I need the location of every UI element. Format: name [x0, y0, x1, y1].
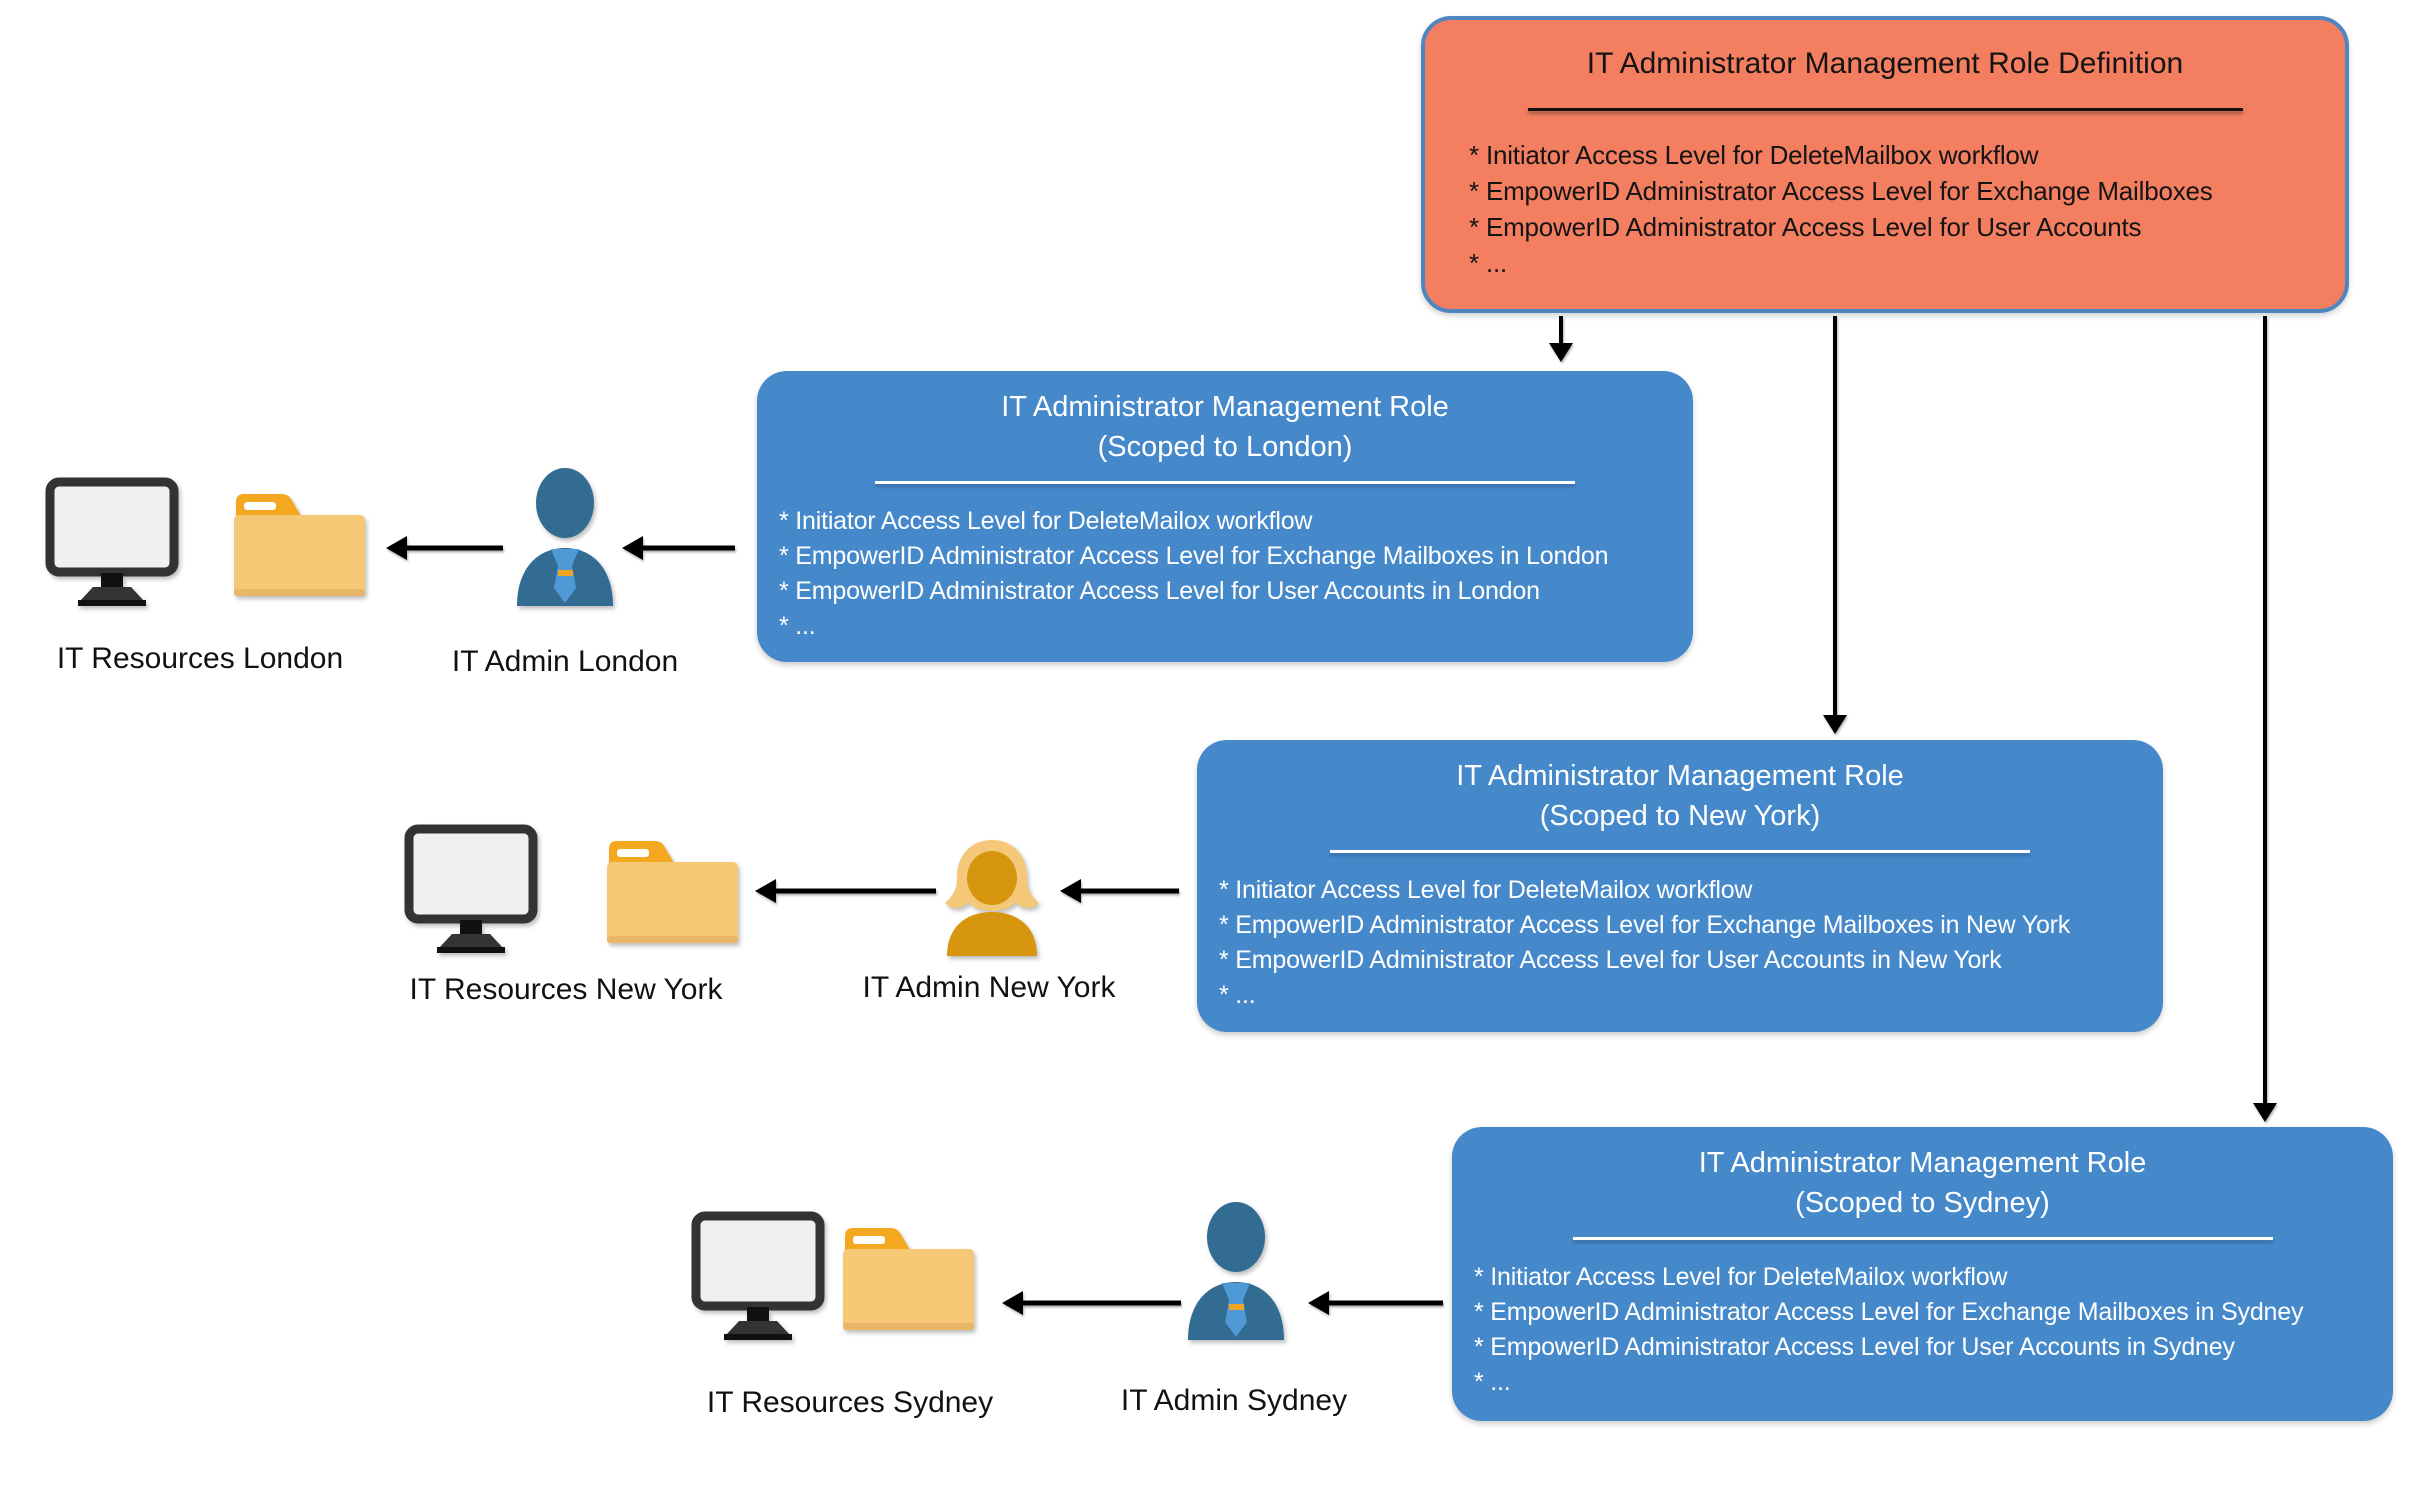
role-box-sydney	[1452, 1127, 2393, 1421]
arrow-admin-to-resources-london	[386, 536, 503, 560]
monitor-icon	[403, 824, 539, 954]
role-definition-box	[1421, 16, 2349, 313]
bullet-item: * Initiator Access Level for DeleteMailbox workflow	[1469, 140, 2039, 170]
role-box-title	[1452, 1143, 2393, 1223]
male-admin-icon	[515, 466, 615, 606]
role-box-title	[1197, 756, 2163, 836]
divider-line	[1528, 108, 2243, 111]
bullet-item: * ...	[1219, 981, 1256, 1009]
role-box-title-line1: IT Administrator Management Role	[1698, 1147, 2147, 1179]
admin-label-new-york: IT Admin New York	[862, 971, 1116, 1004]
divider-line	[875, 481, 1575, 484]
bullet-item: * EmpowerID Administrator Access Level for User Accounts in Sydney	[1474, 1333, 2235, 1361]
arrow-rolebox-to-admin-london	[622, 536, 735, 560]
bullet-item: * EmpowerID Administrator Access Level for Exchange Mailboxes in Sydney	[1474, 1298, 2304, 1326]
bullet-item: * ...	[1469, 248, 1508, 278]
bullet-item: * EmpowerID Administrator Access Level for User Accounts in New York	[1219, 946, 2002, 974]
divider-line	[1330, 850, 2030, 853]
monitor-icon	[44, 477, 180, 607]
arrow-definition-to-london	[1549, 316, 1573, 362]
male-admin-icon	[1186, 1200, 1286, 1340]
arrow-definition-to-sydney	[2253, 316, 2277, 1122]
role-box-title-line1: IT Administrator Management Role	[1456, 760, 1904, 792]
bullet-item: * EmpowerID Administrator Access Level for User Accounts in London	[779, 577, 1540, 605]
resources-label-london: IT Resources London	[56, 642, 344, 675]
arrow-rolebox-to-admin-new-york	[1060, 879, 1179, 903]
role-definition-bullets	[1425, 137, 2345, 281]
bullet-item: * EmpowerID Administrator Access Level for Exchange Mailboxes in London	[779, 542, 1609, 570]
role-box-title-line2: (Scoped to Sydney)	[1795, 1187, 2050, 1219]
bullet-item: * EmpowerID Administrator Access Level for Exchange Mailboxes	[1469, 176, 2213, 206]
bullet-item: * ...	[1474, 1368, 1511, 1396]
resources-label-sydney: IT Resources Sydney	[706, 1386, 994, 1419]
female-admin-icon	[938, 836, 1045, 956]
role-box-title	[757, 387, 1693, 467]
arrow-rolebox-to-admin-sydney	[1308, 1291, 1443, 1315]
bullet-item: * Initiator Access Level for DeleteMailox workflow	[1219, 876, 1753, 904]
role-box-bullets	[1197, 873, 2163, 1013]
folder-icon	[837, 1223, 978, 1334]
bullet-item: * EmpowerID Administrator Access Level for Exchange Mailboxes in New York	[1219, 911, 2071, 939]
role-box-title-line2: (Scoped to London)	[1097, 431, 1353, 463]
arrow-admin-to-resources-sydney	[1002, 1291, 1181, 1315]
role-definition-title: IT Administrator Management Role Definition	[1586, 47, 2184, 80]
admin-label-london: IT Admin London	[451, 645, 679, 678]
resources-label-new-york: IT Resources New York	[409, 973, 723, 1006]
role-box-new-york	[1197, 740, 2163, 1032]
role-box-london	[757, 371, 1693, 662]
bullet-item: * Initiator Access Level for DeleteMailox workflow	[779, 507, 1313, 535]
role-box-bullets	[1452, 1260, 2393, 1400]
arrow-admin-to-resources-new-york	[755, 879, 936, 903]
folder-icon	[228, 489, 369, 600]
bullet-item: * Initiator Access Level for DeleteMailox workflow	[1474, 1263, 2008, 1291]
role-box-title-line1: IT Administrator Management Role	[1001, 391, 1449, 423]
admin-label-sydney: IT Admin Sydney	[1120, 1384, 1348, 1417]
role-box-title-line2: (Scoped to New York)	[1539, 800, 1821, 832]
role-box-bullets	[757, 504, 1693, 644]
bullet-item: * EmpowerID Administrator Access Level for User Accounts	[1469, 212, 2142, 242]
folder-icon	[601, 836, 742, 947]
arrow-definition-to-new-york	[1823, 316, 1847, 734]
divider-line	[1573, 1237, 2273, 1240]
bullet-item: * ...	[779, 612, 816, 640]
monitor-icon	[690, 1211, 826, 1341]
